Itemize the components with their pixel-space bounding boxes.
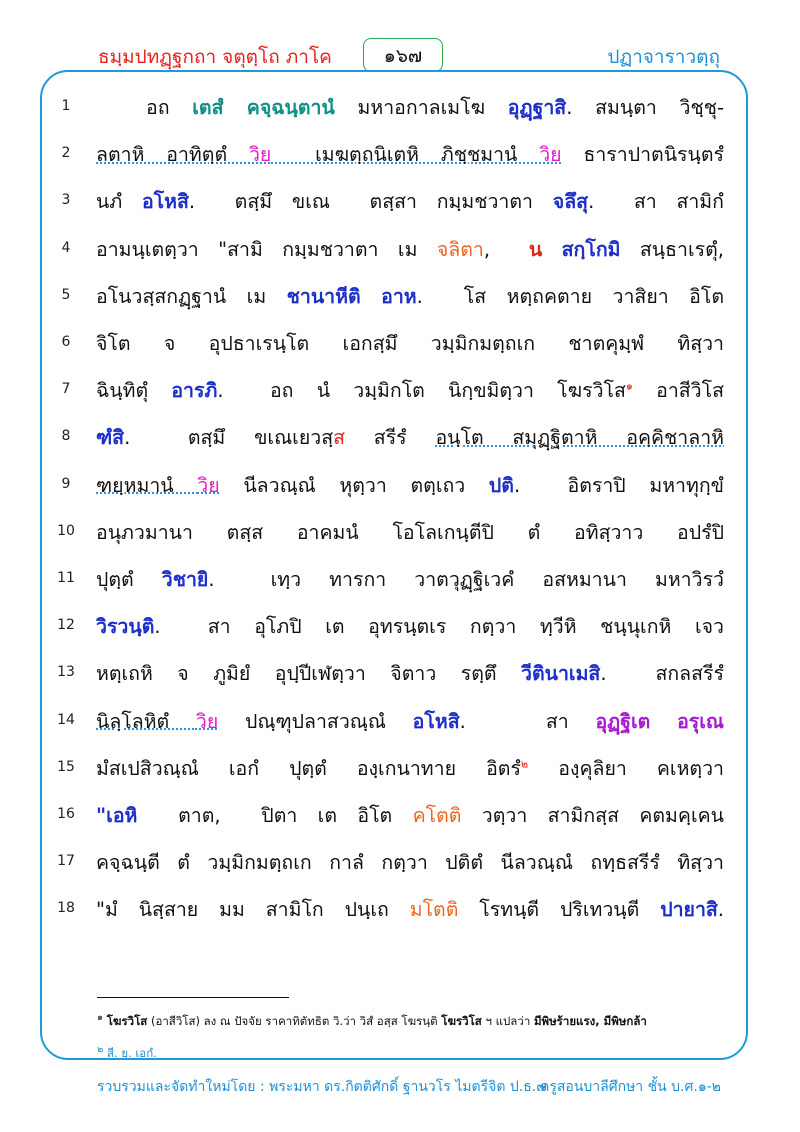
- text-line: [0, 560, 800, 600]
- text-segment: นภํ: [96, 190, 142, 214]
- text-line: [0, 418, 800, 458]
- line-number: 16: [57, 806, 75, 822]
- line-number: 10: [57, 522, 75, 539]
- text-segment: มํสเปสิวณฺณํ เอกํ ปุตฺตํ องฺเกนาทาย อิตรํ: [96, 756, 521, 780]
- book-title: ธมฺมปทฏฺฐกถา จตุตฺโถ ภาโค: [98, 46, 332, 68]
- highlighted-word: คโตติ: [412, 804, 462, 827]
- text-segment: ,: [483, 237, 529, 261]
- footer-course: ครูสอนบาลีศึกษา ชั้น บ.ศ.๑-๒: [539, 1079, 721, 1095]
- text-line: [0, 890, 800, 930]
- text-segment: . อิตราปิ มหาทุกฺขํ: [513, 473, 724, 497]
- line-text: [96, 375, 724, 406]
- text-segment: . เทฺว ทารกา วาตวุฏฺฐิเวคํ อสหมานา มหาวิรวํ: [208, 568, 724, 591]
- text-line: [0, 371, 800, 411]
- text-line: [0, 654, 800, 694]
- text-segment: อาสีวิโส: [632, 379, 724, 403]
- line-number: 11: [57, 570, 75, 586]
- text-segment: คจฺฉนฺตี ตํ วมฺมิกมตฺถเก กาลํ กตฺวา ปติตํ นีลวณฺณํ ถทฺธสรีรํ ทิสฺวา: [96, 851, 724, 875]
- text-segment: ฑยฺหมานํ: [96, 473, 198, 497]
- text-segment: . อถ นํ วมฺมิกโต นิกฺขมิตฺวา โฆรวิโส: [217, 379, 626, 403]
- line-number: 2: [61, 145, 71, 162]
- line-text: [96, 706, 724, 737]
- line-text: [96, 658, 724, 689]
- line-text: [96, 847, 724, 878]
- highlighted-word: จลึสุ: [552, 190, 589, 214]
- section-title: ปฏาจาราวตฺถุ: [607, 46, 720, 68]
- highlighted-word: น: [528, 237, 543, 261]
- text-segment: วตฺวา สามิกสฺส คตมคฺเคน: [461, 804, 724, 827]
- text-segment: โรทนฺตี ปริเทวนฺตี: [458, 898, 661, 922]
- highlighted-word: เตสํ: [192, 96, 247, 119]
- highlighted-word: อาห: [381, 284, 417, 308]
- text-segment: สนฺธาเรตุํ,: [620, 237, 724, 261]
- line-text: [146, 92, 724, 123]
- line-number: 5: [61, 286, 71, 303]
- text-line: [0, 182, 800, 222]
- highlighted-word: อโหสิ: [412, 709, 460, 733]
- text-segment: ปุตฺตํ: [96, 568, 162, 591]
- line-number: 14: [57, 711, 75, 728]
- text-segment: ธาราปาตนิรนฺตรํ: [561, 143, 724, 167]
- highlighted-word: วิย: [197, 473, 220, 497]
- text-segment: จิโต จ อุปธาเรนฺโต เอกสฺมึ วมฺมิกมตฺถเก ชาตคุมฺพํ ทิสฺวา: [96, 332, 724, 355]
- line-text: [96, 234, 724, 265]
- line-text: [96, 800, 724, 831]
- text-segment: . ตสฺมึ ขเณ ตสฺสา กมฺมชวาตา: [188, 190, 553, 214]
- line-text: [96, 186, 724, 217]
- text-segment: สรีรํ: [345, 426, 436, 450]
- text-segment: [542, 238, 561, 261]
- highlighted-word: ชานาหีติ: [286, 284, 361, 308]
- text-segment: "มํ นิสฺสาย มม สามิโก ปนฺเถ: [96, 898, 410, 922]
- footnote-divider: [97, 997, 289, 998]
- line-text: [96, 328, 724, 359]
- text-segment: ปณฺฑุปลาสวณฺณํ: [218, 709, 413, 733]
- text-segment: มหาอกาลเมโฆ: [334, 96, 508, 119]
- text-line: [0, 702, 800, 742]
- text-line: [0, 843, 800, 883]
- highlighted-word: วีตินาเมสิ: [521, 662, 601, 686]
- text-segment: องฺคุลิยา คเหตฺวา: [528, 756, 724, 780]
- text-line: [0, 324, 800, 364]
- text-line: [0, 513, 800, 553]
- line-number: 1: [61, 98, 71, 114]
- text-segment: . สา: [459, 709, 596, 733]
- highlighted-word: ปติ: [488, 473, 514, 497]
- footnote-1-text-a: (อาสีวิโส) ลง ณ ปัจจัย ราคาทิตัทธิต วิ.ว่า วิสํ อสฺส โฆรนฺติ: [147, 1013, 442, 1028]
- line-text: [96, 281, 724, 312]
- text-segment: อนุภวมานา ตสฺส อาคมนํ โอโลเกนฺตีปิ ตํ อทิสฺวาว อปรํปิ: [96, 520, 724, 544]
- highlighted-word: วิย: [539, 143, 562, 167]
- text-line: [0, 135, 800, 175]
- highlighted-word: อุฏฺฐิเต: [595, 709, 651, 733]
- line-number: 12: [57, 617, 75, 634]
- line-number: 15: [57, 758, 75, 775]
- page-number: ๑๖๗: [363, 38, 443, 72]
- footnote-2-text: สี. ยุ. เอกํ.: [103, 1045, 157, 1060]
- highlighted-word: ส: [333, 426, 346, 450]
- text-segment: ลตาหิ อาทิตฺตํ: [96, 143, 249, 167]
- line-text: [96, 611, 724, 642]
- line-text: [96, 139, 724, 170]
- line-text: [96, 753, 724, 784]
- text-line: [0, 277, 800, 317]
- footer-compiler: รวบรวมและจัดทำใหม่โดย : พระมหา ดร.กิตติศักดิ์ ฐานวโร ไมตรีจิต ป.ธ.๗: [97, 1079, 547, 1095]
- footnote-1-term: โฆรวิโส: [106, 1013, 148, 1028]
- text-segment: อนฺโต สมุฏฺฐิตาหิ อคฺคิชาลาหิ: [435, 426, 724, 450]
- line-number: 18: [57, 900, 75, 917]
- line-text: [96, 564, 724, 595]
- text-line: [0, 230, 800, 270]
- highlighted-word: วิย: [195, 709, 219, 733]
- highlighted-word: มโตติ: [409, 898, 459, 922]
- highlighted-word: อุฏฺฐาสิ: [507, 96, 567, 119]
- highlighted-word: อรุเณ: [677, 709, 724, 733]
- line-text: [96, 470, 724, 501]
- text-line: [0, 88, 800, 128]
- text-line: [0, 466, 800, 506]
- footnote-2: [97, 1042, 157, 1063]
- text-segment: ฉินฺทิตุํ: [96, 379, 172, 403]
- text-line: [0, 607, 800, 647]
- text-segment: . สมนฺตา วิชฺชุ-: [566, 96, 724, 119]
- line-text: [96, 517, 724, 548]
- text-segment: . ตสฺมึ ขเณเยวสฺ: [124, 426, 334, 450]
- highlighted-word: อารภิ: [171, 379, 218, 403]
- highlighted-word: คจฺฉนฺตานํ: [246, 96, 335, 119]
- footnote-ref: ๑: [625, 379, 633, 393]
- line-text: [96, 422, 724, 453]
- footnote-1-meaning: มีพิษร้ายแรง, มีพิษกล้า: [533, 1013, 647, 1028]
- text-segment: อามนฺเตตฺวา "สามิ กมฺมชวาตา เม: [96, 237, 437, 261]
- footnote-1-term2: โฆรวิโส: [441, 1013, 482, 1028]
- line-number: 6: [61, 334, 71, 350]
- highlighted-word: อโหสิ: [141, 190, 189, 214]
- footnote-1: [97, 1010, 647, 1031]
- line-number: 4: [61, 239, 71, 256]
- text-segment: . สกลสรีรํ: [600, 662, 724, 686]
- line-number: 3: [61, 192, 71, 209]
- text-segment: [361, 285, 381, 308]
- highlighted-word: สกฺโกมิ: [561, 237, 621, 261]
- line-text: [96, 894, 724, 925]
- text-segment: . โส หตฺถคตาย วาสิยา อิโต: [416, 284, 724, 308]
- highlighted-word: วิย: [248, 143, 272, 167]
- highlighted-word: วิรวนฺติ: [96, 615, 155, 639]
- text-segment: [650, 710, 677, 733]
- highlighted-word: วิชายิ: [161, 568, 209, 591]
- text-segment: ตาต, ปิตา เต อิโต: [137, 804, 413, 827]
- footnote-ref: ๒: [520, 757, 529, 771]
- text-segment: อโนวสฺสกฏฺฐานํ เม: [96, 284, 287, 308]
- line-number: 13: [57, 664, 75, 681]
- text-segment: . สา สามิกํ: [588, 190, 724, 214]
- footnote-1-text-b: ฯ แปลว่า: [481, 1013, 534, 1028]
- text-segment: อถ: [146, 96, 193, 119]
- footnote-1-mark: ๑: [97, 1012, 104, 1023]
- text-line: [0, 749, 800, 789]
- text-segment: หตฺเถหิ จ ภูมิยํ อุปฺปีเฬตฺวา จิตาว รตฺตึ: [96, 662, 522, 686]
- line-number: 17: [57, 853, 75, 870]
- line-number: 9: [61, 475, 71, 492]
- text-line: [0, 796, 800, 836]
- footnote-2-mark: ๒: [97, 1044, 104, 1055]
- text-segment: นีลวณฺณํ หุตฺวา ตตฺเถว: [219, 473, 489, 497]
- text-segment: .: [717, 898, 724, 922]
- text-segment: นิลฺโลหิตํ: [96, 709, 196, 733]
- text-segment: เมฆตฺถนิเตหิ ภิชฺชมานํ: [271, 143, 540, 167]
- highlighted-word: ปายาสิ: [660, 898, 718, 922]
- line-number: 8: [61, 428, 71, 445]
- highlighted-word: จลิตา: [436, 237, 484, 261]
- highlighted-word: "เอหิ: [96, 804, 138, 827]
- highlighted-word: ฑํสิ: [96, 426, 125, 450]
- line-number: 7: [61, 381, 71, 398]
- text-segment: . สา อุโภปิ เต อุทรนฺตเร กตฺวา ทฺวีหิ ชนฺนุเกหิ เจว: [154, 615, 724, 639]
